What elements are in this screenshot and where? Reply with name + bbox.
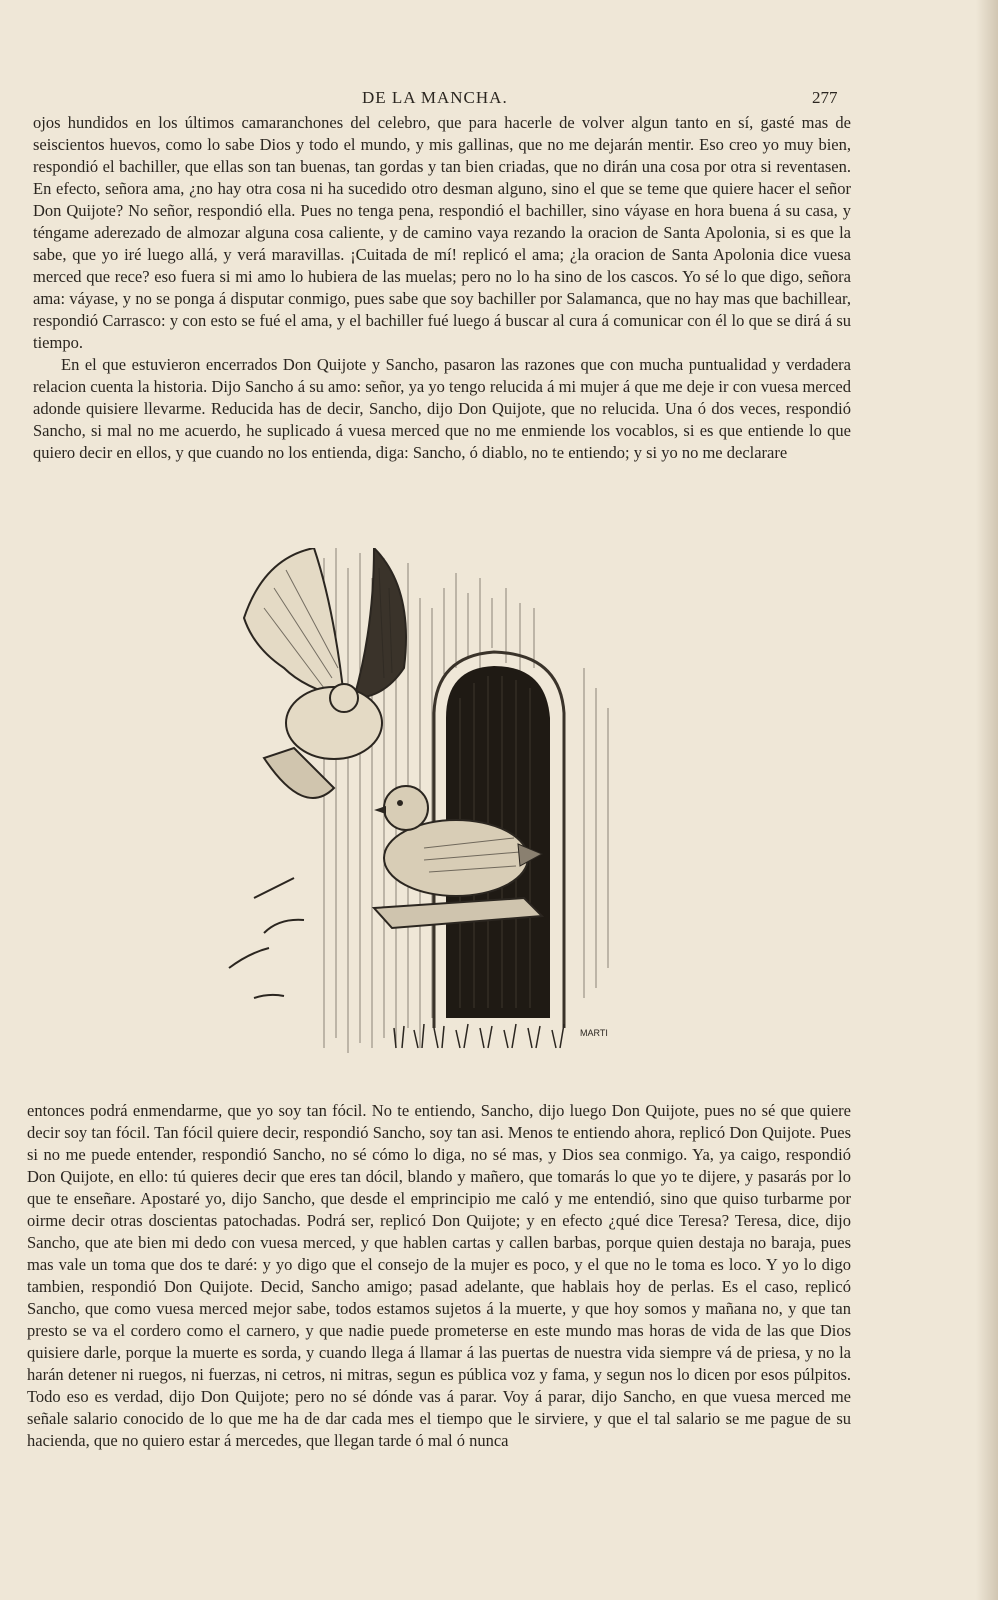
paragraph: En el que estuvieron encerrados Don Quijote y Sancho, pasaron las razones que con mucha puntualidad y verdadera relacion cuenta la historia. Dijo Sancho á su amo: señor, ya yo tengo relucida á mi mujer á que me deje ir con vuesa merced adonde quisiere llevarme. Reducida has de decir, Sancho, dijo Don Quijote, que no relucida. Una ó dos veces, respondió Sancho, si mal no me acuerdo, he suplicado á vuesa merced que no me enmiende los vocablos, si es que entiende lo que quiero decir en ellos, y que cuando no los entienda, diga: Sancho, ó diablo, no te entiendo; y si yo no me declarare — [33, 355, 851, 462]
running-head — [0, 88, 998, 112]
flying-pigeon — [244, 548, 406, 798]
paragraph: ojos hundidos en los últimos camaranchones del celebro, que para hacerle de volver algun tanto en sí, gasté mas de seiscientos huevos, como lo sabe Dios y todo el mundo, y mis gallinas, que no me dejarán mentir. Eso creo yo muy bien, respondió el bachiller, que ellas son tan buenas, tan gordas y tan bien criadas, que no dirán una cosa por otra si reventasen. En efecto, señora ama, ¿no hay otra cosa ni ha sucedido otro desman alguno, sino el que se teme que quiere hacer el señor Don Quijote? No señor, respondió ella. Pues no tenga pena, respondió el bachiller, sino váyase en hora buena á su casa, y téngame aderezado de almozar alguna cosa caliente, y de camino vaya rezando la oracion de Santa Apolonia, si es que la sabe, que yo iré luego allá, y verá maravillas. ¡Cuitada de mí! replicó el ama; ¿la oracion de Santa Apolonia dice vuesa merced que rece? eso fuera si mi amo lo hubiera de las muelas; pero no lo ha sino de los cascos. Yo sé lo que digo, señora ama: váyase, y no se ponga á disputar conmigo, pues sabe que soy bachiller por Salamanca, que no hay mas que bachillear, respondió Carrasco: y con esto se fué el ama, y el bachiller fué luego á buscar al cura á comunicar con él lo que se dirá á su tiempo. — [33, 113, 851, 352]
illustrator-signature: MARTI — [580, 1028, 608, 1038]
pigeons-illustration — [224, 548, 644, 1076]
page-edge-shadow — [976, 0, 998, 1600]
distant-birds — [229, 878, 304, 998]
page-number: 277 — [812, 88, 838, 107]
text-block-top — [33, 112, 851, 464]
paragraph: entonces podrá enmendarme, que yo soy tan fócil. No te entiendo, Sancho, dijo luego Don Quijote, pues no sé que quiere decir soy tan fócil. Tan fócil quiere decir, respondió Sancho, soy tan asi. Menos te entiendo ahora, replicó Don Quijote. Pues si no me puede entender, respondió Sancho, no sé cómo lo diga, no sé mas, y Dios sea conmigo. Ya, ya caigo, respondió Don Quijote, en ello: tú quieres decir que eres tan dócil, blando y mañero, que tomarás lo que yo te dijere, y pasarás por lo que te enseñare. Apostaré yo, dijo Sancho, que desde el emprincipio me caló y me entendió, sino que quiso turbarme por oirme decir otras doscientas patochadas. Podrá ser, replicó Don Quijote; y en efecto ¿qué dice Teresa? Teresa, dice, dijo Sancho, que ate bien mi dedo con vuesa merced, y que hablen cartas y callen barbas, porque quien destaja no baraja, pues mas vale un toma que dos te daré: y yo digo que el consejo de la mujer es poco, y el que no le toma es loco. Y yo lo digo tambien, respondió Don Quijote. Decid, Sancho amigo; pasad adelante, que hablais hoy de perlas. Es el caso, replicó Sancho, que como vuesa merced mejor sabe, todos estamos sujetos á la muerte, y que hoy somos y mañana no, y que tan presto se va el cordero como el carnero, y que nadie puede prometerse en este mundo mas horas de vida de las que Dios quisiere darle, porque la muerte es sorda, y cuando llega á llamar á las puertas de nuestra vida siempre vá de priesa, y no la harán detener ni ruegos, ni fuerzas, ni cetros, ni mitras, segun es pública voz y fama, y segun nos lo dicen por esos púlpitos. Todo eso es verdad, dijo Don Quijote; pero no sé dónde vas á parar. Voy á parar, dijo Sancho, en que vuesa merced me señale salario conocido de lo que me ha de dar cada mes el tiempo que le sirviere, y que el tal salario se me pague de su hacienda, que no quiero estar á mercedes, que llegan tarde ó mal ó nunca — [27, 1101, 851, 1450]
text-block-bottom — [27, 1100, 851, 1452]
running-head-title: DE LA MANCHA. — [362, 88, 508, 107]
